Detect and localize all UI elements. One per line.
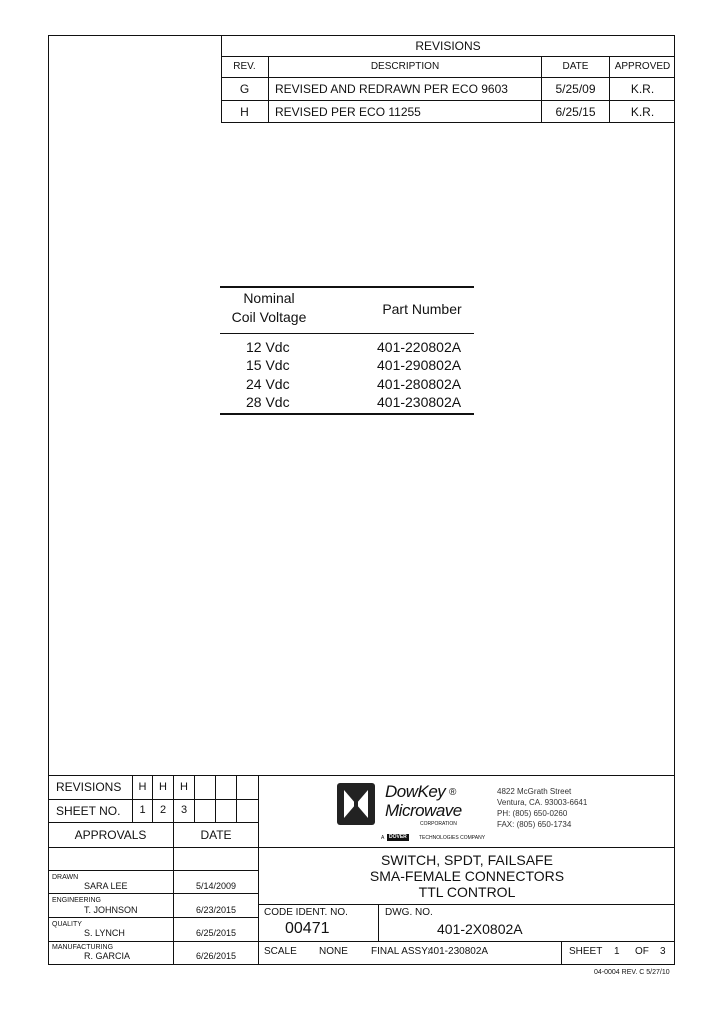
grid-rule — [258, 941, 675, 942]
parent-company: TECHNOLOGIES COMPANY — [419, 835, 486, 841]
part-cell: 401-280802A — [377, 376, 462, 392]
registered-mark: ® — [449, 787, 457, 798]
revision-value: H — [138, 781, 147, 793]
address-line: PH: (805) 650-0260 — [497, 809, 568, 818]
approval-role: QUALITY — [52, 921, 82, 928]
rev-rule — [221, 122, 675, 123]
approved-cell: K.R. — [630, 82, 655, 96]
dover-logo: DOVER — [389, 834, 407, 840]
code-ident-label: CODE IDENT. NO. — [264, 907, 348, 918]
rev-rule — [221, 100, 675, 101]
dwg-no-value: 401-2X0802A — [437, 921, 523, 937]
drawing-title-line: SMA-FEMALE CONNECTORS — [369, 868, 565, 884]
company-name-line1: DowKey — [385, 782, 446, 801]
grid-rule — [48, 799, 258, 800]
company-corporation: CORPORATION — [420, 821, 457, 827]
sheet-no-value: 2 — [159, 804, 167, 816]
revisions-title: REVISIONS — [415, 39, 481, 53]
of-value: 3 — [660, 946, 666, 957]
sheet-no-value: 3 — [180, 804, 188, 816]
title-block-rule — [48, 775, 675, 776]
grid-col — [173, 775, 174, 965]
parent-prefix: A — [381, 835, 385, 841]
voltage-header: Coil Voltage — [231, 309, 307, 325]
sheet-label: SHEET — [569, 946, 603, 957]
voltage-cell: 12 Vdc — [246, 339, 290, 355]
grid-rule — [48, 870, 258, 871]
revisions-row-label: REVISIONS — [56, 780, 122, 794]
approvals-header: APPROVALS — [74, 828, 147, 842]
grid-rule — [48, 917, 258, 918]
voltage-cell: 28 Vdc — [246, 394, 290, 410]
approval-role: MANUFACTURING — [52, 944, 114, 951]
sheet-no-row-label: SHEET NO. — [56, 804, 121, 818]
company-logo — [336, 782, 376, 826]
part-cell: 401-290802A — [377, 357, 462, 373]
code-ident-value: 00471 — [285, 920, 330, 937]
company-name-line2: Microwave — [385, 801, 462, 820]
rev-rule — [221, 56, 675, 57]
table-top-rule — [220, 286, 474, 288]
description-cell: REVISED PER ECO 11255 — [275, 105, 421, 119]
voltage-cell: 15 Vdc — [246, 357, 290, 373]
date-cell: 5/25/09 — [555, 82, 596, 96]
description-header: DESCRIPTION — [370, 61, 440, 72]
final-assy-value: 401-230802A — [428, 946, 489, 957]
grid-col — [215, 775, 216, 822]
dwg-no-label: DWG. NO. — [385, 907, 433, 918]
table-bottom-rule — [220, 413, 474, 415]
grid-col — [236, 775, 237, 822]
scale-label: SCALE — [264, 946, 297, 957]
grid-col — [378, 904, 379, 941]
rev-header: REV. — [233, 61, 256, 72]
rev-rule — [221, 77, 675, 78]
approved-cell: K.R. — [630, 105, 655, 119]
scale-value: NONE — [319, 946, 348, 957]
grid-col — [561, 941, 562, 965]
rev-cell: H — [240, 105, 249, 119]
approval-date: 5/14/2009 — [196, 881, 237, 891]
approval-role: ENGINEERING — [52, 897, 102, 904]
grid-rule — [48, 941, 258, 942]
approval-name: S. LYNCH — [84, 928, 125, 938]
part-cell: 401-230802A — [377, 394, 462, 410]
voltage-header: Nominal — [243, 290, 295, 306]
part-number-header: Part Number — [382, 301, 462, 317]
date-header: DATE — [562, 61, 589, 72]
part-cell: 401-220802A — [377, 339, 462, 355]
approval-date: 6/23/2015 — [196, 905, 237, 915]
sheet-no-value: 1 — [139, 804, 146, 816]
grid-col — [194, 775, 195, 822]
revision-value: H — [159, 781, 167, 793]
date-cell: 6/25/15 — [555, 105, 596, 119]
final-assy-label: FINAL ASSY: — [371, 946, 431, 957]
approval-name: SARA LEE — [84, 881, 128, 891]
grid-rule — [48, 847, 258, 848]
approval-name: T. JOHNSON — [84, 905, 138, 915]
grid-rule — [258, 847, 675, 848]
address-line: 4822 McGrath Street — [497, 787, 572, 796]
description-cell: REVISED AND REDRAWN PER ECO 9603 — [275, 82, 508, 96]
voltage-cell: 24 Vdc — [246, 376, 290, 392]
dowkey-logo-icon — [336, 782, 376, 826]
grid-rule — [258, 904, 675, 905]
rev-cell: G — [239, 82, 250, 96]
sheet-value: 1 — [614, 946, 620, 957]
approval-role: DRAWN — [52, 874, 79, 881]
approval-name: R. GARCIA — [84, 951, 131, 961]
of-label: OF — [635, 946, 649, 957]
form-number: 04-0004 REV. C 5/27/10 — [594, 969, 670, 976]
approval-date: 6/26/2015 — [196, 951, 237, 961]
table-header-rule — [220, 333, 474, 334]
grid-rule — [48, 822, 258, 823]
grid-rule — [48, 893, 258, 894]
approvals-date-header: DATE — [200, 828, 232, 842]
revision-value: H — [180, 781, 188, 793]
drawing-title-line: TTL CONTROL — [418, 884, 516, 900]
address-line: FAX: (805) 650-1734 — [497, 820, 572, 829]
approval-date: 6/25/2015 — [196, 928, 237, 938]
address-line: Ventura, CA. 93003-6641 — [497, 798, 588, 807]
drawing-title-line: SWITCH, SPDT, FAILSAFE — [381, 852, 553, 868]
approved-header: APPROVED — [614, 61, 671, 72]
